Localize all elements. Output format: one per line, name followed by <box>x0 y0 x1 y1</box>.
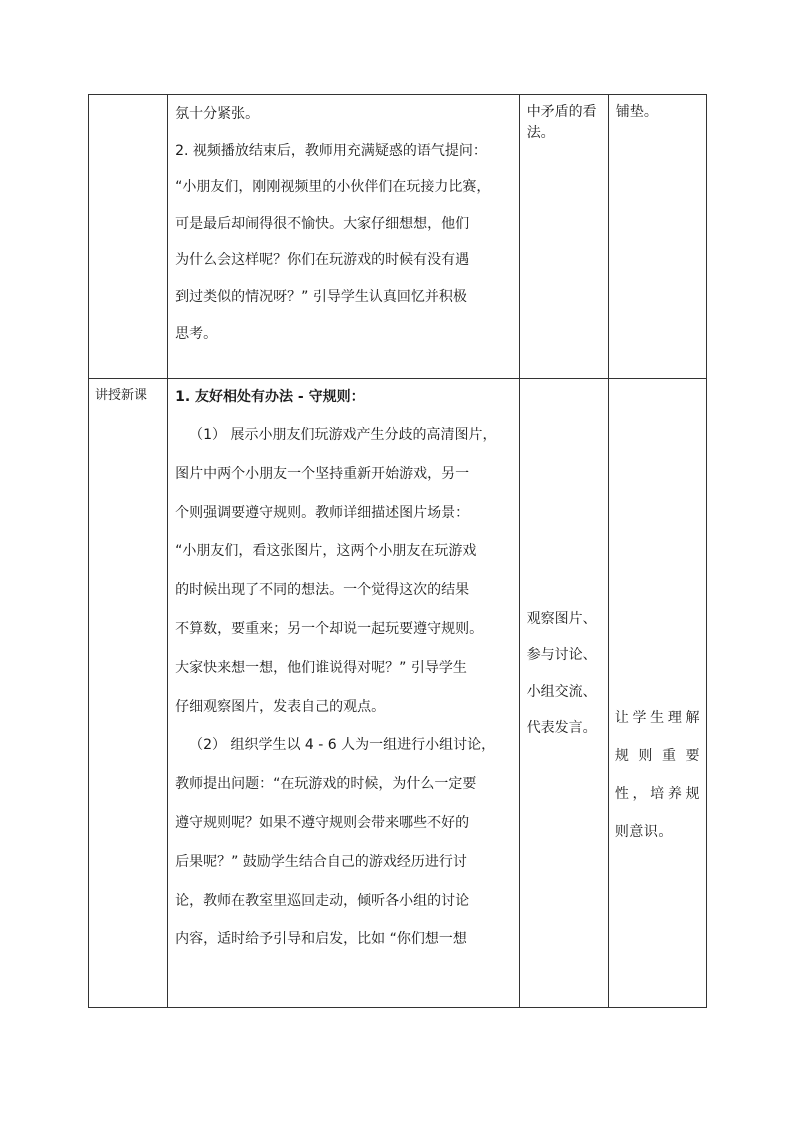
teacher-line: （2） 组织学生以 4 - 6 人为一组进行小组讨论， <box>189 737 496 754</box>
section-heading: 1. 友好相处有办法 - 守规则： <box>175 389 365 405</box>
teacher-line: 教师提出问题：“在玩游戏的时候，为什么一定要 <box>175 776 477 793</box>
student-activity-item: 参与讨论、 <box>526 647 597 664</box>
teacher-line: 可是最后却闹得很不愉快。大家仔细想想，他们 <box>175 215 470 232</box>
teacher-line: 遵守规则呢？如果不遵守规则会带来哪些不好的 <box>175 814 470 831</box>
teacher-line: 为什么会这样呢？你们在玩游戏的时候有没有遇 <box>175 252 470 269</box>
design-intent-cell <box>608 379 706 1008</box>
teacher-line: 的时候出现了不同的想法。一个觉得这次的结果 <box>175 582 470 599</box>
teacher-line: 内容，适时给予引导和启发，比如 “你们想一想 <box>175 931 467 948</box>
student-activity-cell <box>519 379 608 1008</box>
stage-label: 讲授新课 <box>95 388 148 403</box>
teacher-line: 大家快来想一想，他们谁说得对呢？” 引导学生 <box>175 659 467 676</box>
student-activity-item: 小组交流、 <box>526 683 597 700</box>
student-activity-item: 观察图片、 <box>526 611 597 627</box>
teacher-line: 后果呢？” 鼓励学生结合自己的游戏经历进行讨 <box>175 853 467 870</box>
table-row-intro-continued <box>89 95 707 379</box>
design-intent-text: 让学生理解规则重要性，培养规则意识。 <box>614 710 700 840</box>
teacher-line: 到过类似的情况呀？” 引导学生认真回忆并积极 <box>175 288 467 305</box>
lesson-plan-table <box>88 94 707 1008</box>
teacher-line: 仔细观察图片，发表自己的观点。 <box>175 698 386 715</box>
teacher-line: 图片中两个小朋友一个坚持重新开始游戏，另一 <box>175 465 470 482</box>
teacher-line: 2. 视频播放结束后，教师用充满疑惑的语气提问： <box>175 142 487 159</box>
student-activity-cell <box>519 95 608 379</box>
teacher-line: 思考。 <box>175 325 218 342</box>
teacher-activity-cell <box>168 95 520 379</box>
teacher-line: “小朋友们，看这张图片，这两个小朋友在玩游戏 <box>175 543 477 560</box>
design-intent-text: 铺垫。 <box>615 104 658 120</box>
teacher-activity-cell <box>168 379 520 1008</box>
stage-cell-empty <box>89 95 168 379</box>
design-intent-cell <box>608 95 706 379</box>
teacher-line: 不算数，要重来；另一个却说一起玩要遵守规则。 <box>175 620 484 637</box>
teacher-line: 氛十分紧张。 <box>175 106 260 122</box>
stage-cell <box>89 379 168 1008</box>
teacher-line: 个则强调要遵守规则。教师详细描述图片场景： <box>175 504 470 521</box>
table-row-new-lesson <box>89 379 707 1008</box>
teacher-line: 论，教师在教室里巡回走动，倾听各小组的讨论 <box>175 892 470 909</box>
student-activity-item: 代表发言。 <box>526 719 597 736</box>
teacher-line: （1） 展示小朋友们玩游戏产生分歧的高清图片， <box>189 427 497 443</box>
student-activity-list <box>520 379 608 746</box>
teacher-line: “小朋友们，刚刚视频里的小伙伴们在玩接力比赛， <box>175 179 491 196</box>
student-activity-text: 中矛盾的看法。 <box>526 104 597 141</box>
